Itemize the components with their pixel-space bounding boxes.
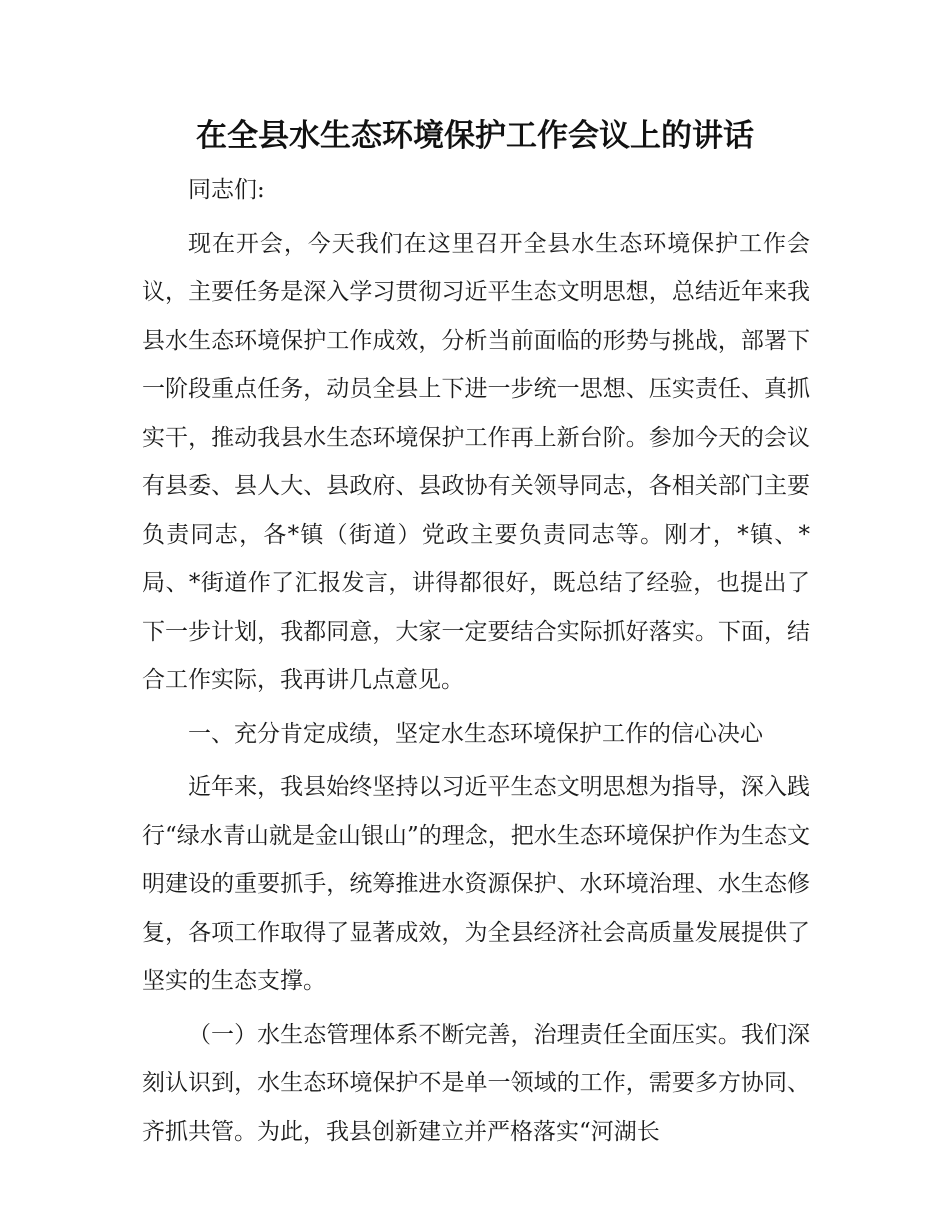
document-title: 在全县水生态环境保护工作会议上的讲话: [196, 118, 754, 154]
paragraph-opening: 现在开会，今天我们在这里召开全县水生态环境保护工作会议，主要任务是深入学习贯彻习近平生态文明思想，总结近年来我县水生态环境保护工作成效，分析当前面临的形势与挑战，部署下一阶段重点任务，动员全县上下进一步统一思想、压实责任、真抓实干，推动我县水生态环境保护工作再上新台阶。参加今天的会议有县委、县人大、县政府、县政协有关领导同志，各相关部门主要负责同志，各*镇（街道）党政主要负责同志等。刚才，*镇、*局、*街道作了汇报发言，讲得都很好，既总结了经验，也提出了下一步计划，我都同意，大家一定要结合实际抓好落实。下面，结合工作实际，我再讲几点意见。: [142, 230, 810, 693]
document-body: [142, 166, 810, 1156]
salutation: 同志们:: [188, 177, 265, 203]
paragraph-subsection-1: （一）水生态管理体系不断完善，治理责任全面压实。我们深刻认识到，水生态环境保护不是单一领域的工作，需要多方协同、齐抓共管。为此，我县创新建立并严格落实“河湖长: [142, 1021, 810, 1145]
paragraph-achievements: 近年来，我县始终坚持以习近平生态文明思想为指导，深入践行“绿水青山就是金山银山”的理念，把水生态环境保护作为生态文明建设的重要抓手，统筹推进水资源保护、水环境治理、水生态修复，各项工作取得了显著成效，为全县经济社会高质量发展提供了坚实的生态支撑。: [142, 774, 810, 994]
section-heading-1: 一、充分肯定成绩，坚定水生态环境保护工作的信心决心: [188, 720, 763, 747]
